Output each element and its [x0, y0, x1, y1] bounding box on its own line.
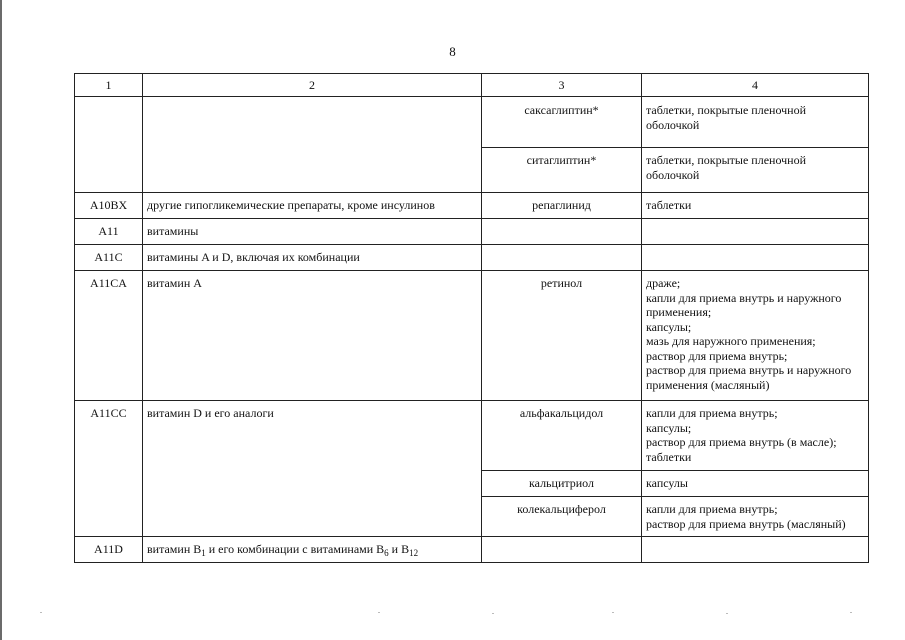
scan-speck: [612, 612, 614, 613]
table-row: [75, 245, 869, 271]
table-row: [75, 193, 869, 219]
table-row: [75, 97, 869, 148]
dosage-form-line: драже;: [646, 276, 681, 290]
dosage-form-line: мазь для наружного применения;: [646, 334, 816, 348]
scan-speck: [378, 612, 380, 613]
drug-table: [74, 73, 869, 563]
header-cell: 3: [482, 74, 642, 97]
drug-name-cell: [482, 537, 642, 563]
dosage-form-line: таблетки: [646, 198, 692, 212]
dosage-form-cell: [642, 97, 869, 148]
dosage-form-cell: [642, 245, 869, 271]
atc-code-cell: A11: [75, 219, 143, 245]
scan-speck: [492, 613, 494, 614]
atc-name-cell: витамины: [143, 219, 482, 245]
table-row: [75, 401, 869, 471]
subscript: 6: [384, 548, 389, 558]
dosage-form-cell: [642, 471, 869, 497]
dosage-form-line: капсулы;: [646, 319, 692, 334]
atc-code-cell: A11C: [75, 245, 143, 271]
subscript: 12: [409, 548, 419, 558]
atc-name-cell: витамины A и D, включая их комбинации: [143, 245, 482, 271]
drug-name-cell: ситаглиптин*: [482, 148, 642, 193]
dosage-form-line: таблетки: [646, 449, 692, 464]
dosage-form-line: оболочкой: [646, 117, 700, 132]
dosage-form-line: капсулы: [646, 476, 688, 490]
dosage-form-cell: [642, 219, 869, 245]
subscript: 1: [201, 548, 206, 558]
table-row: [75, 271, 869, 401]
atc-name-cell: [143, 97, 482, 193]
table-header-row: [75, 74, 869, 97]
header-cell: 2: [143, 74, 482, 97]
drug-name-cell: колекальциферол: [482, 497, 642, 537]
dosage-form-line: раствор для приема внутрь;: [646, 348, 788, 363]
drug-name-cell: кальцитриол: [482, 471, 642, 497]
dosage-form-cell: [642, 537, 869, 563]
dosage-form-line: раствор для приема внутрь и наружного: [646, 363, 852, 377]
table-row: [75, 537, 869, 563]
drug-name-cell: репаглинид: [482, 193, 642, 219]
atc-code-cell: A11CC: [75, 401, 143, 537]
dosage-form-cell: [642, 148, 869, 193]
header-cell: 4: [642, 74, 869, 97]
dosage-form-line: капли для приема внутрь;: [646, 502, 778, 516]
dosage-form-line: капсулы;: [646, 420, 692, 435]
table-row: [75, 219, 869, 245]
atc-name-cell: витамин D и его аналоги: [143, 401, 482, 537]
drug-name-cell: альфакальцидол: [482, 401, 642, 471]
atc-name-text: витамин $B_1$ и его комбинации с витаминами $B_6$ и $B_{12}$: [147, 542, 419, 558]
dosage-form-line: капли для приема внутрь;: [646, 406, 778, 420]
atc-code-cell: A11CA: [75, 271, 143, 401]
scan-speck: [40, 612, 42, 613]
dosage-form-line: таблетки, покрытые пленочной: [646, 153, 807, 167]
drug-name-cell: [482, 245, 642, 271]
scan-left-edge: [0, 0, 2, 640]
dosage-form-line: раствор для приема внутрь (масляный): [646, 516, 846, 531]
header-cell: 1: [75, 74, 143, 97]
dosage-form-cell: [642, 271, 869, 401]
atc-name-cell: витамин A: [143, 271, 482, 401]
drug-name-cell: [482, 219, 642, 245]
atc-code-cell: A10BX: [75, 193, 143, 219]
drug-name-cell: саксаглиптин*: [482, 97, 642, 148]
dosage-form-line: оболочкой: [646, 167, 700, 182]
dosage-form-line: раствор для приема внутрь (в масле);: [646, 435, 837, 449]
atc-name-cell: другие гипогликемические препараты, кроме инсулинов: [143, 193, 482, 219]
dosage-form-line: капли для приема внутрь и наружного: [646, 290, 842, 305]
dosage-form-cell: [642, 401, 869, 471]
page-number: 8: [449, 44, 456, 59]
drug-name-cell: ретинол: [482, 271, 642, 401]
atc-name-cell: [143, 537, 482, 563]
atc-code-cell: [75, 97, 143, 193]
dosage-form-line: таблетки, покрытые пленочной: [646, 103, 807, 117]
dosage-form-cell: [642, 193, 869, 219]
atc-code-cell: A11D: [75, 537, 143, 563]
scan-speck: [726, 613, 728, 614]
dosage-form-line: применения (масляный): [646, 377, 770, 392]
scan-speck: [850, 612, 852, 613]
dosage-form-cell: [642, 497, 869, 537]
dosage-form-line: применения;: [646, 305, 712, 319]
